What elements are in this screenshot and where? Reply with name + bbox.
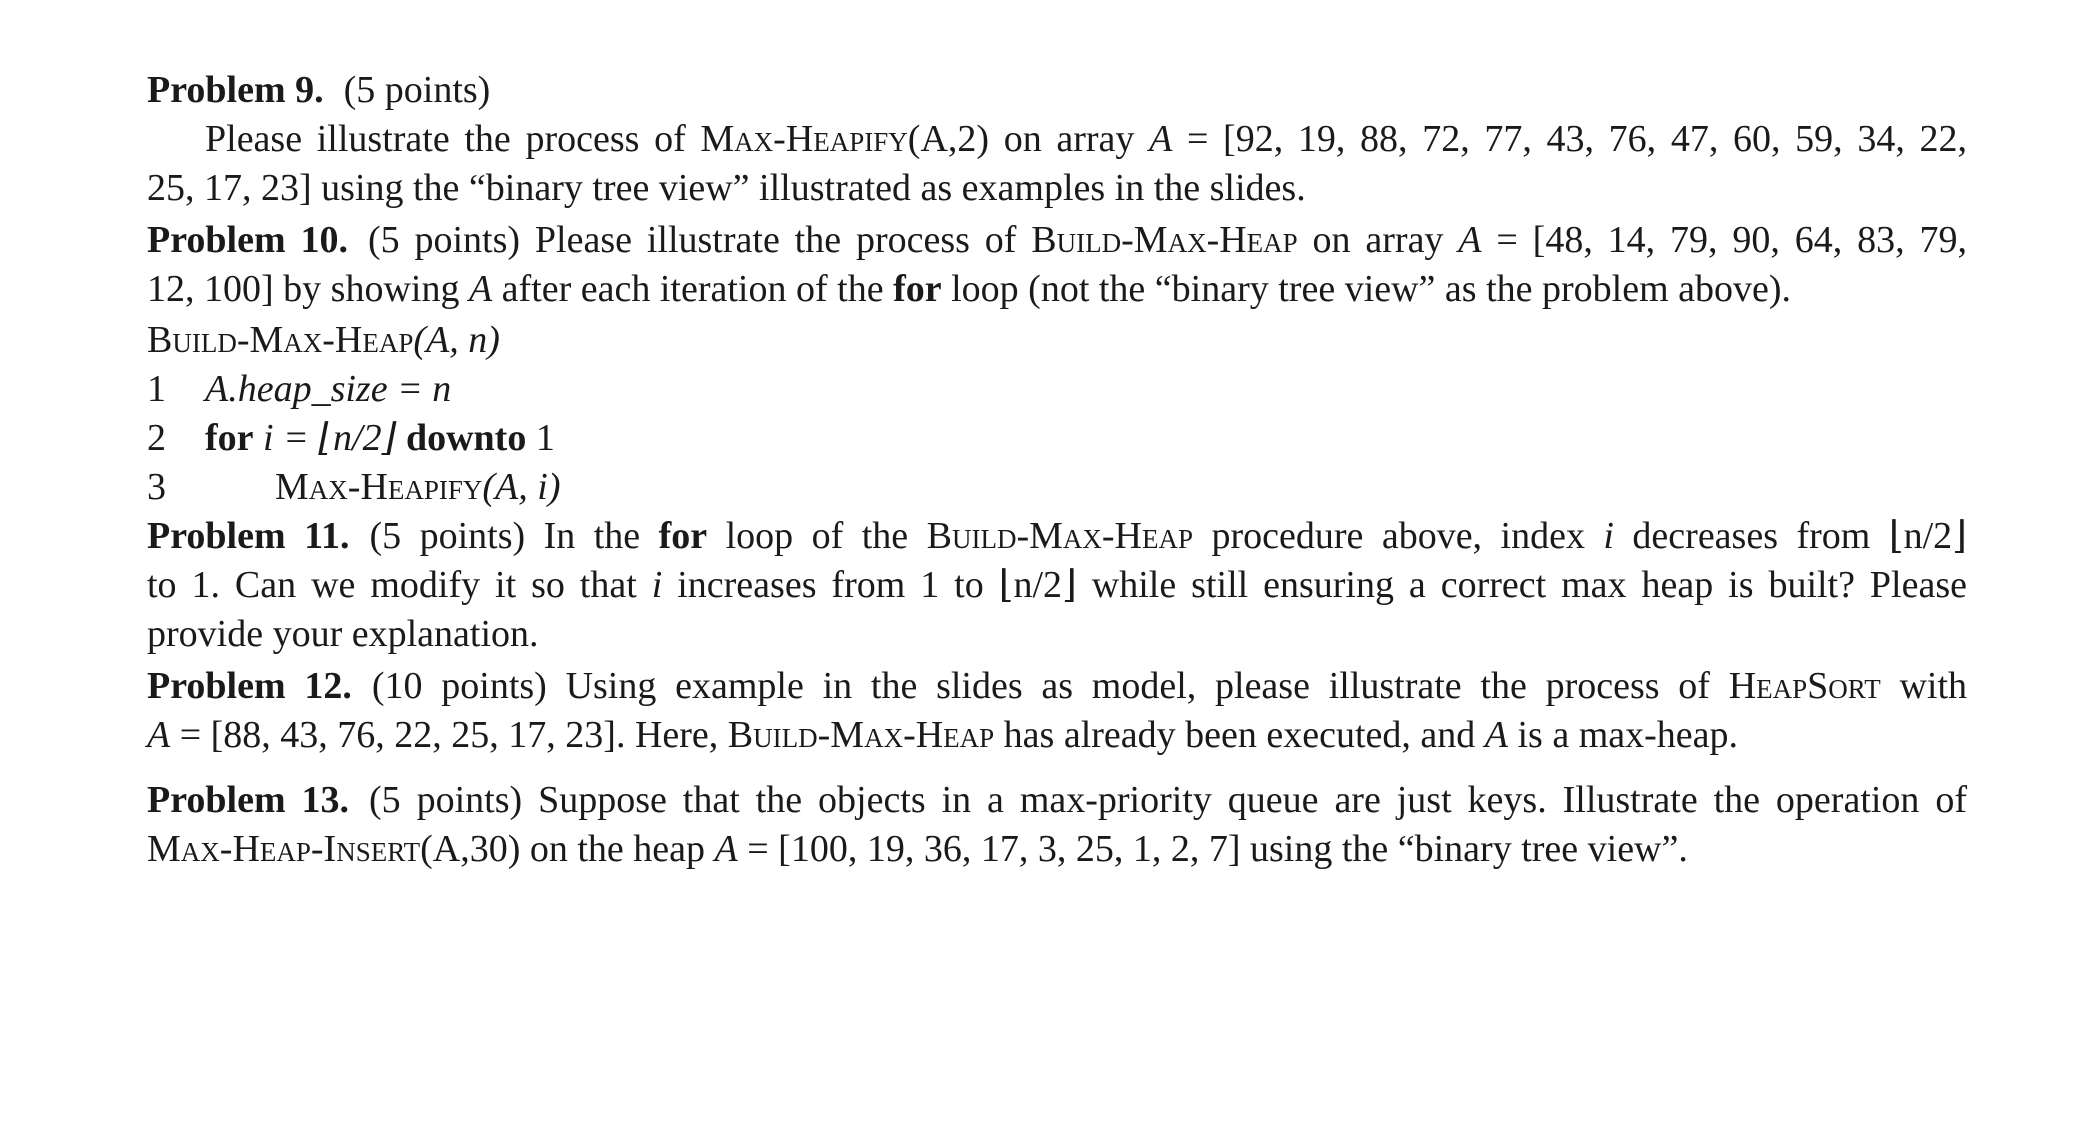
problem-13-text: (A,30) on the heap bbox=[420, 828, 715, 870]
problem-10-line-1 bbox=[147, 216, 1967, 265]
problem-12-text: has already been executed, and bbox=[994, 714, 1485, 756]
problem-11-text: to 1. Can we modify it so that bbox=[147, 564, 652, 606]
problem-12-points: (10 points) bbox=[371, 665, 547, 707]
problem-11 bbox=[147, 512, 1967, 659]
problem-12 bbox=[147, 662, 1967, 760]
problem-11-points: (5 points) bbox=[369, 515, 526, 557]
problem-13-line-1 bbox=[147, 776, 1967, 825]
procedure-name: Max-Heap-Insert bbox=[147, 828, 421, 870]
procedure-name: Build-Max-Heap bbox=[926, 515, 1193, 557]
problem-9-text: Please illustrate the process of bbox=[205, 118, 701, 160]
problem-13-array: = [100, 19, 36, 17, 3, 25, 1, 2, 7] using the “binary tree view”. bbox=[737, 828, 1688, 870]
math-variable: A bbox=[1458, 219, 1482, 261]
procedure-args: (A, n) bbox=[413, 319, 500, 361]
procedure-name: Max-Heapify bbox=[700, 118, 908, 160]
problem-10-text: after each iteration of the bbox=[492, 268, 894, 310]
problem-9-heading: Problem 9. bbox=[147, 69, 324, 111]
problem-9-line-1 bbox=[147, 115, 1967, 164]
procedure-name: Max-Heapify bbox=[275, 466, 483, 508]
algorithm-line-3 bbox=[147, 463, 1967, 512]
problem-12-array: = [88, 43, 76, 22, 25, 17, 23]. Here, bbox=[170, 714, 728, 756]
problem-11-line-3: provide your explanation. bbox=[147, 613, 539, 655]
loop-range: i = ⌊n/2⌋ bbox=[253, 417, 406, 459]
problem-9-array: = [92, 19, 88, 72, 77, 43, 76, 47, 60, 59, 34, 22, bbox=[1172, 118, 1967, 160]
problem-11-line-2 bbox=[147, 561, 1967, 610]
problem-11-text: decreases from ⌊n/2⌋ bbox=[1613, 515, 1967, 557]
problem-11-text: loop of the bbox=[707, 515, 927, 557]
keyword-for: for bbox=[205, 417, 254, 459]
procedure-name: Build-Max-Heap bbox=[727, 714, 995, 756]
problem-9-header-line bbox=[147, 66, 1967, 115]
procedure-args: (A, i) bbox=[482, 466, 561, 508]
problem-11-text: In the bbox=[525, 515, 659, 557]
problem-10-text: loop (not the “binary tree view” as the problem above). bbox=[941, 268, 1792, 310]
problem-10 bbox=[147, 216, 1967, 314]
problem-10-points: (5 points) bbox=[367, 219, 521, 261]
line-number: 1 bbox=[147, 368, 166, 410]
problem-10-text: Please illustrate the process of bbox=[520, 219, 1032, 261]
problem-13-line-2 bbox=[147, 825, 1967, 874]
problem-10-array: = [48, 14, 79, 90, 64, 83, 79, bbox=[1481, 219, 1967, 261]
problem-12-text: is a max-heap. bbox=[1507, 714, 1739, 756]
line-number: 2 bbox=[147, 417, 166, 459]
problem-10-text: on array bbox=[1297, 219, 1459, 261]
problem-11-text: procedure above, index bbox=[1193, 515, 1604, 557]
problem-13-heading: Problem 13. bbox=[147, 779, 350, 821]
problem-12-text: with bbox=[1880, 665, 1967, 707]
problem-13-text: Suppose that the objects in a max-priority queue are just keys. Illustrate the operation of bbox=[522, 779, 1968, 821]
problem-12-heading: Problem 12. bbox=[147, 665, 352, 707]
keyword-downto: downto bbox=[405, 417, 527, 459]
math-variable: A bbox=[714, 828, 738, 870]
math-variable: i bbox=[1603, 515, 1614, 557]
procedure-name: HeapSort bbox=[1728, 665, 1881, 707]
algorithm-statement bbox=[275, 463, 560, 512]
build-max-heap-algorithm bbox=[147, 316, 1967, 512]
procedure-name: Build-Max-Heap bbox=[1031, 219, 1298, 261]
line-number: 3 bbox=[147, 466, 166, 508]
algorithm-line-1 bbox=[147, 365, 1967, 414]
problem-9-points: (5 points) bbox=[343, 69, 491, 111]
problem-11-line-1 bbox=[147, 512, 1967, 561]
algorithm-statement: A.heap_size = n bbox=[205, 368, 452, 410]
problem-12-text: Using example in the slides as model, please illustrate the process of bbox=[546, 665, 1729, 707]
algorithm-statement bbox=[205, 414, 555, 463]
procedure-name: Build-Max-Heap bbox=[147, 319, 414, 361]
algorithm-line-2 bbox=[147, 414, 1967, 463]
keyword-for: for bbox=[658, 515, 708, 557]
math-variable: A bbox=[147, 714, 171, 756]
problem-9-text: (A,2) on array bbox=[907, 118, 1150, 160]
problem-10-line-2 bbox=[147, 265, 1967, 314]
loop-end: 1 bbox=[526, 417, 555, 459]
problem-13-points: (5 points) bbox=[369, 779, 523, 821]
problem-9 bbox=[147, 66, 1967, 213]
problem-10-heading: Problem 10. bbox=[147, 219, 348, 261]
math-variable: A bbox=[1149, 118, 1173, 160]
problem-12-line-1 bbox=[147, 662, 1967, 711]
problem-9-line-2: 25, 17, 23] using the “binary tree view” illustrated as examples in the slides. bbox=[147, 167, 1306, 209]
math-variable: A bbox=[1484, 714, 1508, 756]
problem-12-line-2 bbox=[147, 711, 1967, 760]
algorithm-title bbox=[147, 316, 1967, 365]
keyword-for: for bbox=[893, 268, 942, 310]
problem-11-text: increases from 1 to ⌊n/2⌋ while still ensuring a correct max heap is built? Please bbox=[662, 564, 1967, 606]
math-variable: i bbox=[651, 564, 663, 606]
problem-11-heading: Problem 11. bbox=[147, 515, 350, 557]
problem-10-text: 12, 100] by showing bbox=[147, 268, 469, 310]
math-variable: A bbox=[468, 268, 493, 310]
problem-13 bbox=[147, 776, 1967, 874]
